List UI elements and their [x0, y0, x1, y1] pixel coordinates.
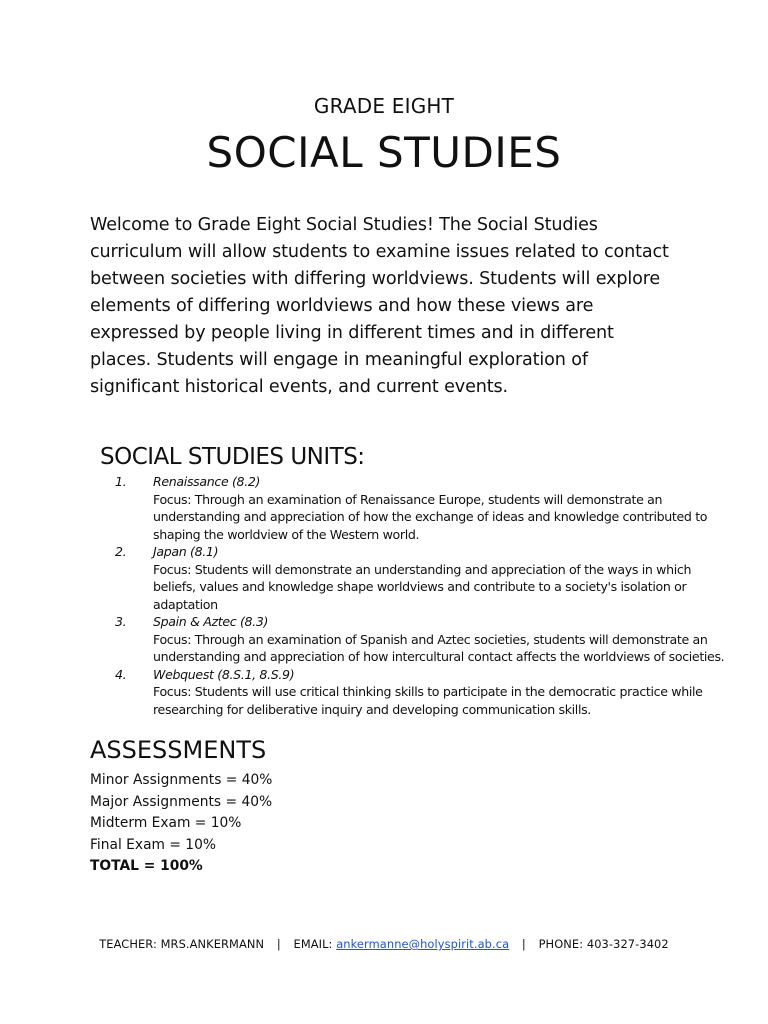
assessment-total: TOTAL = 100% [90, 858, 203, 874]
intro-paragraph: Welcome to Grade Eight Social Studies! The Social Studies curriculum will allow students to examine issues related to contact between societies with differing worldviews. Students will explore elements of differing worldviews and how these views are expressed by people living in different times and in different places. Students will engage in meaningful exploration of significant historical events, and current events. [90, 215, 669, 397]
assessment-item: Final Exam = 10% [90, 836, 216, 853]
email-link[interactable]: ankermanne@holyspirit.ab.ca [336, 937, 510, 951]
assessment-item: Minor Assignments = 40% [90, 772, 273, 788]
unit-number: 2. [115, 544, 127, 559]
page-footer [0, 936, 768, 952]
grade-label: GRADE EIGHT [313, 94, 455, 118]
assessment-item: Major Assignments = 40% [90, 793, 273, 810]
phone-number: PHONE: 403-327-3402 [538, 937, 669, 951]
unit-item [115, 543, 725, 613]
units-list [115, 473, 725, 718]
unit-name: Webquest (8.S.1, 8.S.9) [153, 666, 295, 682]
footer-separator: | [521, 937, 526, 951]
unit-item [115, 473, 725, 543]
unit-number: 1. [115, 474, 127, 489]
teacher-name: TEACHER: MRS.ANKERMANN [99, 937, 265, 951]
unit-focus: Focus: Students will demonstrate an understanding and appreciation of the ways in which beliefs, values and knowledge shape worldviews and contribute to a society's isolation or adaptation [153, 561, 692, 612]
assessment-item: Midterm Exam = 10% [90, 815, 242, 831]
unit-item [115, 666, 725, 719]
page-header [0, 94, 768, 178]
unit-focus: Focus: Students will use critical thinking skills to participate in the democratic practice while researching for deliberative inquiry and developing communication skills. [153, 684, 703, 717]
unit-item [115, 613, 725, 666]
assessments-heading: ASSESSMENTS [90, 736, 267, 764]
units-heading: SOCIAL STUDIES UNITS: [100, 444, 365, 470]
unit-focus: Focus: Through an examination of Renaissance Europe, students will demonstrate an understanding and appreciation of how the exchange of ideas and knowledge contributed to shaping the worldview of the Western world. [153, 491, 708, 542]
email-label: EMAIL: [293, 937, 333, 951]
footer-separator: | [276, 937, 281, 951]
unit-name: Renaissance (8.2) [153, 474, 261, 489]
page-title: SOCIAL STUDIES [206, 128, 562, 177]
unit-name: Japan (8.1) [153, 544, 219, 559]
assessments-list [90, 770, 272, 878]
unit-number: 4. [115, 666, 127, 682]
unit-focus: Focus: Through an examination of Spanish and Aztec societies, students will demonstrate an understanding and appreciation of how intercultural contact affects the worldviews of societies. [153, 631, 725, 664]
unit-number: 3. [115, 614, 127, 629]
unit-name: Spain & Aztec (8.3) [153, 614, 269, 629]
